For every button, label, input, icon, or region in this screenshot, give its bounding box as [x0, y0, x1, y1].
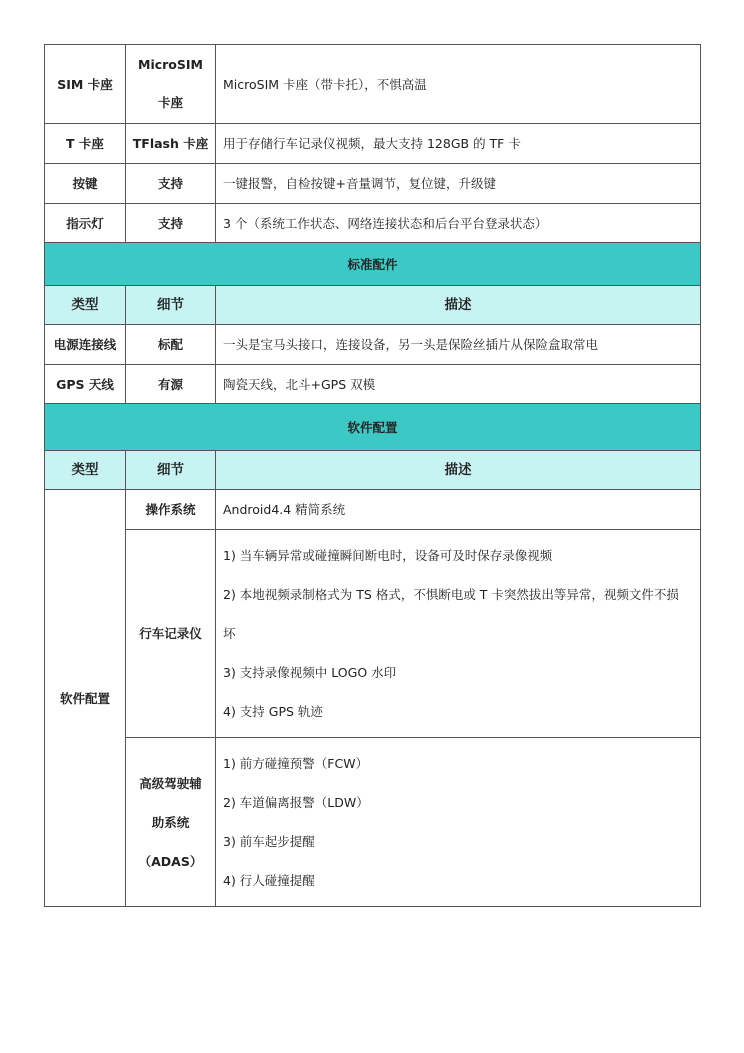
- desc-cell: 陶瓷天线，北斗+GPS 双模: [216, 365, 701, 404]
- section-header: [45, 243, 701, 286]
- type-cell: 电源连接线: [45, 325, 126, 365]
- dvr-label: 行车记录仪: [126, 530, 216, 738]
- table-row: [45, 490, 701, 530]
- adas-line: 4) 行人碰撞提醒: [223, 873, 315, 888]
- adas-label-line: 助系统: [151, 814, 190, 830]
- column-header-row: [45, 451, 701, 490]
- dvr-desc: [216, 530, 701, 738]
- column-header-desc: 描述: [216, 451, 701, 490]
- section-title-software: 软件配置: [45, 404, 701, 451]
- table-row: [45, 45, 701, 124]
- detail-cell: 标配: [126, 325, 216, 365]
- detail-cell: [126, 45, 216, 124]
- adas-label-line: （ADAS）: [138, 853, 203, 869]
- adas-label: [126, 738, 216, 907]
- column-header-desc: 描述: [216, 286, 701, 325]
- detail-line: 卡座: [157, 95, 183, 110]
- dvr-line: 1) 当车辆异常或碰撞瞬间断电时，设备可及时保存录像视频: [223, 548, 553, 563]
- adas-line: 2) 车道偏离报警（LDW）: [223, 795, 369, 810]
- software-category-cell: 软件配置: [45, 490, 126, 907]
- type-cell: GPS 天线: [45, 365, 126, 404]
- column-header-row: [45, 286, 701, 325]
- column-header-detail: 细节: [126, 286, 216, 325]
- desc-cell: 3 个（系统工作状态、网络连接状态和后台平台登录状态）: [216, 204, 701, 243]
- type-cell: T 卡座: [45, 124, 126, 164]
- column-header-type: 类型: [45, 451, 126, 490]
- table-row: [45, 164, 701, 204]
- desc-cell: 一头是宝马头接口，连接设备，另一头是保险丝插片从保险盒取常电: [216, 325, 701, 365]
- column-header-type: 类型: [45, 286, 126, 325]
- dvr-line: 2) 本地视频录制格式为 TS 格式，不惧断电或 T 卡突然拔出等异常，视频文件不损: [223, 587, 679, 602]
- detail-line: MicroSIM: [138, 57, 203, 72]
- os-label: 操作系统: [126, 490, 216, 530]
- spec-table: [44, 44, 701, 907]
- dvr-line: 4) 支持 GPS 轨迹: [223, 704, 323, 719]
- detail-cell: 有源: [126, 365, 216, 404]
- column-header-detail: 细节: [126, 451, 216, 490]
- desc-cell: MicroSIM 卡座（带卡托），不惧高温: [216, 45, 701, 124]
- dvr-line: 3) 支持录像视频中 LOGO 水印: [223, 665, 397, 680]
- table-row: [45, 738, 701, 907]
- table-row: [45, 530, 701, 738]
- table-row: [45, 204, 701, 243]
- section-title-accessories: 标准配件: [45, 243, 701, 286]
- dvr-line: 坏: [223, 626, 236, 641]
- desc-cell: 一键报警，自检按键+音量调节，复位键，升级键: [216, 164, 701, 204]
- adas-line: 1) 前方碰撞预警（FCW）: [223, 756, 369, 771]
- adas-desc: [216, 738, 701, 907]
- adas-line: 3) 前车起步提醒: [223, 834, 315, 849]
- type-cell: 按键: [45, 164, 126, 204]
- os-desc: Android4.4 精简系统: [216, 490, 701, 530]
- desc-cell: 用于存储行车记录仪视频，最大支持 128GB 的 TF 卡: [216, 124, 701, 164]
- detail-cell: TFlash 卡座: [126, 124, 216, 164]
- detail-cell: 支持: [126, 204, 216, 243]
- detail-cell: 支持: [126, 164, 216, 204]
- section-header: [45, 404, 701, 451]
- type-cell: 指示灯: [45, 204, 126, 243]
- table-row: [45, 365, 701, 404]
- table-row: [45, 325, 701, 365]
- table-row: [45, 124, 701, 164]
- type-cell: SIM 卡座: [45, 45, 126, 124]
- adas-label-line: 高级驾驶辅: [139, 775, 202, 791]
